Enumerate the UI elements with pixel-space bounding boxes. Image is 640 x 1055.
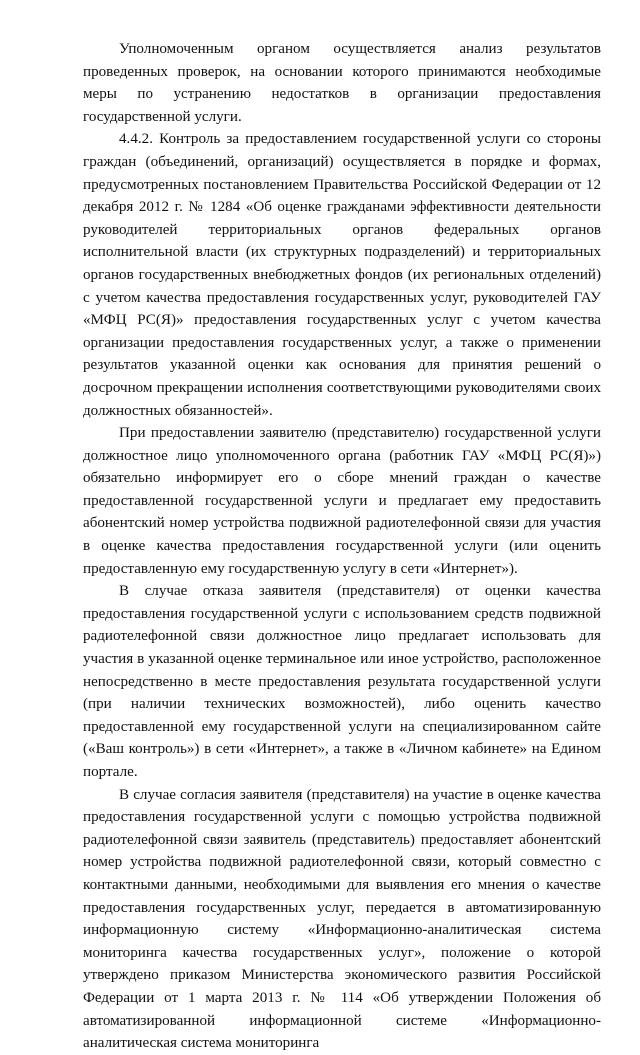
paragraph-consent-case: В случае согласия заявителя (представителя) на участие в оценке качества предоставления государственной услуги с помощью устройства подвижной радиотелефонной связи заявитель (представитель) предоставляет абонентский номер устройства подвижной радиотелефонной связи, который совместно с контактными данными, необходимыми для выявления его мнения о качестве предоставления государственных услуг, передается в автоматизированную информационную систему «Информационно-аналитическая система мониторинга качества государственных услуг», положение о которой утверждено приказом Министерства экономического развития Российской Федерации от 1 марта 2013 г. № 114 «Об утверждении Положения об автоматизированной информационной системе «Информационно-аналитическая система мониторинга (83, 786, 601, 1052)
paragraph-refusal-case: В случае отказа заявителя (представителя) от оценки качества предоставления государственной услуги с использованием средств подвижной радиотелефонной связи должностное лицо предлагает использовать для участия в указанной оценке терминальное или иное устройство, расположенное непосредственно в месте предоставления результата государственной услуги (при наличии технических возможностей), либо оценить качество предоставленной ему государственной услуги на специализированном сайте («Ваш контроль») в сети «Интернет», а также в «Личном кабинете» на Едином портале. (83, 583, 601, 780)
paragraph-analysis-of-inspections: Уполномоченным органом осуществляется анализ результатов проведенных проверок, на основании которого принимаются необходимые меры по устранению недостатков в организации предоставления государственной услуги. (83, 41, 601, 125)
paragraph-informing-about-feedback: При предоставлении заявителю (представителю) государственной услуги должностное лицо уполномоченного органа (работник ГАУ «МФЦ РС(Я)») обязательно информирует его о сборе мнений граждан о качестве предоставленной государственной услуги и предлагает ему предоставить абонентский номер устройства подвижной радиотелефонной связи для участия в оценке качества предоставления государственной услуги (или оценить предоставленную ему государственную услугу в сети «Интернет»). (83, 425, 601, 577)
paragraph-4-4-2-citizen-control: 4.4.2. Контроль за предоставлением государственной услуги со стороны граждан (объединений, организаций) осуществляется в порядке и формах, предусмотренных постановлением Правительства Российской Федерации от 12 декабря 2012 г. № 1284 «Об оценке гражданами эффективности деятельности руководителей территориальных органов федеральных органов исполнительной власти (их структурных подразделений) и территориальных органов государственных внебюджетных фондов (их региональных отделений) с учетом качества предоставления государственных услуг, руководителей ГАУ «МФЦ РС(Я)» предоставления государственных услуг с учетом качества организации предоставления государственных услуг, а также о применении результатов указанной оценки как основания для принятия решений о досрочном прекращении исполнения соответствующими руководителями своих должностных обязанностей». (83, 131, 601, 419)
document-page (83, 38, 601, 1055)
